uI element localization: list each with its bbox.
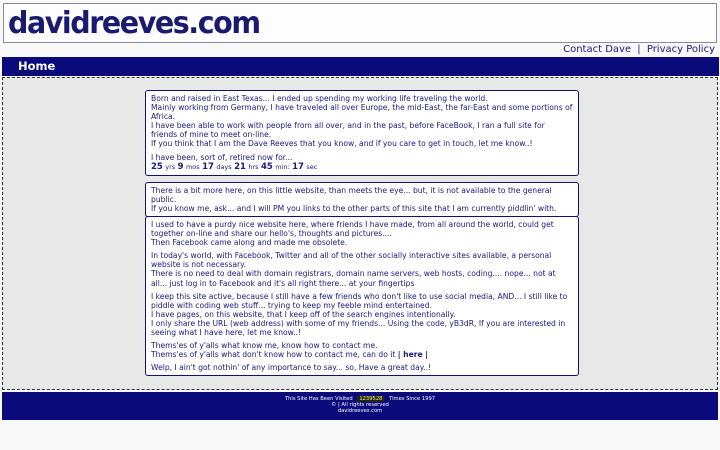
story-text-3a: I keep this site active, because I still have a few friends who don't like to use social media, AND... I still like to piddle with coding web stuff... trying to keep my feeble mind entertained. [151,291,568,310]
private-text-2: If you know me, ask... and I will PM you links to the other parts of this site that I am currently piddlin' with. [151,204,557,214]
intro-text-2: Mainly working from Germany, I have traveled all over Europe, the mid-East, the far-East and some portions of Africa. [151,103,573,122]
story-text-5: Welp, I ain't got nothin' of any importance to say... so, Have a great day..! [151,363,432,373]
months-value: 9 [177,161,184,172]
days-unit: days [216,162,232,171]
site-logo[interactable]: davidreeves.com [8,6,260,41]
intro-text-1: Born and raised in East Texas... I ended up spending my working life traveling the world. [151,94,488,103]
story-para-4 [151,341,573,359]
minutes-unit: min: [275,162,290,171]
nav-bar [2,57,719,76]
visits-prefix: This Site Has Been Visited [284,396,353,402]
top-links [563,44,715,55]
days-value: 17 [202,161,214,172]
years-unit: yrs [165,162,176,171]
years-value: 25 [151,161,163,172]
copyright-text: © | All rights reserved [331,401,389,408]
seconds-unit: sec [306,162,318,171]
story-text-4a: Thems'es of y'alls what know me, know how to contact me. [151,341,378,351]
story-text-2b: There is no need to deal with domain registrars, domain name servers, web hosts, coding.... nope... not at all... just log in to Facebook and it's all right there... at your fingertips [151,269,556,288]
story-box [145,216,579,376]
minutes-value: 45 [260,161,273,172]
main-content [2,77,718,390]
intro-text-4: If you think that I am the Dave Reeves that you know, and if you care to get in touch, let me know..! [151,139,533,149]
story-text-3b: I have pages, on this website, that I keep off of the search engines intentionally. [151,309,456,319]
footer-domain: davidreeves.com [337,407,383,414]
story-text-2a: In today's world, with Facebook, Twitter and all of the other socially interactive sites available, a personal website is not necessary. [151,251,552,270]
visit-count: 1239528 [359,396,383,402]
visits-suffix: Times Since 1997 [389,396,436,402]
seconds-value: 17 [292,161,304,172]
privacy-policy-link[interactable]: Privacy Policy [646,44,715,55]
retired-text: I have been, sort of, retired now for... [151,152,293,162]
intro-box [145,90,579,176]
retirement-counter [151,162,573,172]
story-para-3 [151,292,573,337]
site-footer [2,392,718,420]
nav-home[interactable]: Home [18,59,56,73]
story-para-2 [151,251,573,287]
site-header [3,3,717,43]
hours-unit: hrs [248,162,259,171]
here-link[interactable]: | here | [397,350,429,360]
link-separator: | [637,44,641,55]
months-unit: mos [185,162,200,171]
private-info-box [145,182,579,217]
hours-value: 21 [234,161,246,172]
story-para-5 [151,363,573,372]
intro-text-3: I have been able to work with people from all over, and in the past, before FaceBook, I ran a full site for friends of mine to meet on-line. [151,121,545,140]
story-text-1b: Then Facebook came along and made me obsolete. [151,238,348,248]
private-text-1: There is a bit more here, on this little website, than meets the eye... but, it is not available to the general public. [151,186,552,205]
story-para-1 [151,220,573,247]
story-text-4b: Thems'es of y'alls what don't know how to contact me, can do it [151,350,396,360]
contact-dave-link[interactable]: Contact Dave [563,44,632,55]
story-text-1a: I used to have a purdy nice website here, where friends I have made, from all around the world, could get together on-line and share our hello's, thoughts and pictures.... [151,220,554,239]
story-text-3c: I only share the URL (web address) with some of my friends... Using the code, yB3dR, If you are interested in seeing what I have here, let me know..! [151,318,566,338]
